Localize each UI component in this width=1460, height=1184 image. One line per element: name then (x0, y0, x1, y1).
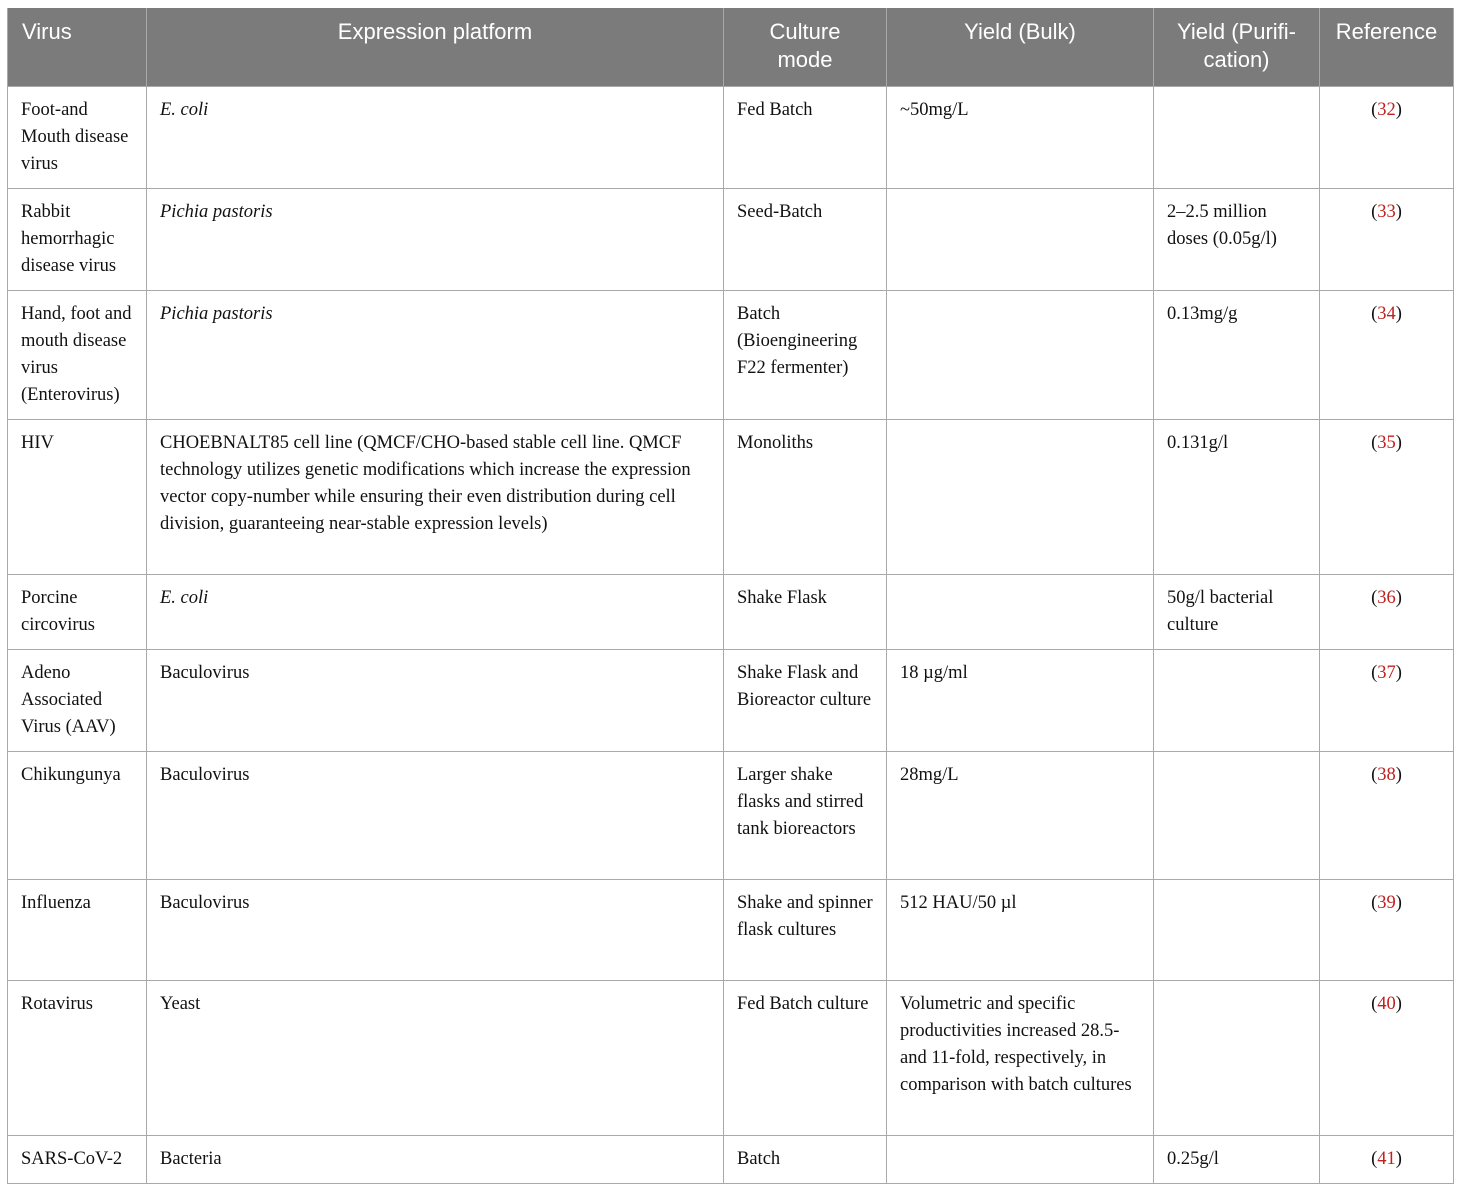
cell-culture-mode: Shake and spinner flask cultures (724, 880, 887, 981)
reference-close-paren: ) (1395, 588, 1402, 608)
cell-culture-mode: Shake Flask (724, 575, 887, 650)
cell-culture-mode: Monoliths (724, 420, 887, 575)
table-row (8, 291, 1454, 420)
header-reference: Reference (1320, 8, 1454, 87)
cell-yield-bulk: Volumetric and specific productivities increased 28.5- and 11-fold, respectively, in comparison with batch cultures (887, 981, 1154, 1136)
reference-link[interactable]: 38 (1377, 765, 1396, 785)
cell-yield-purification (1154, 752, 1320, 880)
cell-yield-bulk: 28mg/L (887, 752, 1154, 880)
cell-expression-platform: CHOEBNALT85 cell line (QMCF/CHO-based stable cell line. QMCF technology utilizes genetic modifications which increase the expression vector copy-number while ensuring their even distribution during cell division, guaranteeing near-stable expression levels) (147, 420, 724, 575)
reference-close-paren: ) (1395, 202, 1402, 222)
cell-reference (1320, 650, 1454, 752)
cell-yield-bulk (887, 575, 1154, 650)
cell-reference (1320, 880, 1454, 981)
cell-expression-platform: Bacteria (147, 1136, 724, 1184)
cell-virus: Foot-and Mouth disease virus (8, 87, 147, 189)
cell-yield-bulk (887, 291, 1154, 420)
cell-culture-mode: Fed Batch culture (724, 981, 887, 1136)
reference-close-paren: ) (1395, 1149, 1402, 1169)
reference-link[interactable]: 41 (1377, 1149, 1396, 1169)
reference-link[interactable]: 35 (1377, 433, 1396, 453)
reference-close-paren: ) (1395, 765, 1402, 785)
cell-yield-purification (1154, 880, 1320, 981)
reference-open-paren: ( (1371, 100, 1378, 120)
cell-reference (1320, 87, 1454, 189)
table-row (8, 189, 1454, 291)
table-body (8, 87, 1454, 1184)
cell-yield-purification: 2–2.5 million doses (0.05g/l) (1154, 189, 1320, 291)
cell-yield-purification: 50g/l bacterial culture (1154, 575, 1320, 650)
cell-expression-platform: Pichia pastoris (147, 189, 724, 291)
reference-link[interactable]: 37 (1377, 663, 1396, 683)
cell-virus: Porcine circovirus (8, 575, 147, 650)
cell-culture-mode: Shake Flask and Bioreactor culture (724, 650, 887, 752)
header-purif-line-2: cation) (1203, 47, 1270, 72)
table-row (8, 1136, 1454, 1184)
cell-virus: Hand, foot and mouth disease virus (Enterovirus) (8, 291, 147, 420)
cell-yield-bulk (887, 420, 1154, 575)
cell-yield-bulk: 18 µg/ml (887, 650, 1154, 752)
table-row (8, 87, 1454, 189)
cell-reference (1320, 981, 1454, 1136)
header-culture-line-1: Culture (769, 19, 841, 44)
header-expression-platform: Expression platform (147, 8, 724, 87)
table-row (8, 650, 1454, 752)
cell-yield-bulk: 512 HAU/50 µl (887, 880, 1154, 981)
cell-expression-platform: Baculovirus (147, 752, 724, 880)
header-row (8, 8, 1454, 87)
cell-culture-mode: Fed Batch (724, 87, 887, 189)
cell-reference (1320, 189, 1454, 291)
cell-yield-purification: 0.25g/l (1154, 1136, 1320, 1184)
reference-open-paren: ( (1371, 304, 1378, 324)
header-culture-mode (724, 8, 887, 87)
reference-open-paren: ( (1371, 588, 1378, 608)
cell-yield-bulk (887, 189, 1154, 291)
reference-link[interactable]: 33 (1377, 202, 1396, 222)
reference-close-paren: ) (1395, 994, 1402, 1014)
reference-close-paren: ) (1395, 100, 1402, 120)
cell-yield-purification: 0.13mg/g (1154, 291, 1320, 420)
cell-virus: SARS-CoV-2 (8, 1136, 147, 1184)
table-row (8, 981, 1454, 1136)
reference-open-paren: ( (1371, 663, 1378, 683)
header-culture-line-2: mode (777, 47, 833, 72)
header-yield-bulk: Yield (Bulk) (887, 8, 1154, 87)
cell-yield-purification (1154, 87, 1320, 189)
header-yield-purification (1154, 8, 1320, 87)
cell-reference (1320, 752, 1454, 880)
reference-open-paren: ( (1371, 994, 1378, 1014)
cell-reference (1320, 1136, 1454, 1184)
cell-yield-purification (1154, 650, 1320, 752)
reference-close-paren: ) (1395, 893, 1402, 913)
reference-link[interactable]: 39 (1377, 893, 1396, 913)
cell-expression-platform: Baculovirus (147, 880, 724, 981)
cell-virus: Rotavirus (8, 981, 147, 1136)
reference-link[interactable]: 36 (1377, 588, 1396, 608)
reference-link[interactable]: 32 (1377, 100, 1396, 120)
cell-expression-platform: E. coli (147, 87, 724, 189)
cell-virus: HIV (8, 420, 147, 575)
cell-culture-mode: Batch (Bioengineering F22 fermenter) (724, 291, 887, 420)
cell-virus: Influenza (8, 880, 147, 981)
reference-open-paren: ( (1371, 1149, 1378, 1169)
reference-open-paren: ( (1371, 893, 1378, 913)
cell-yield-bulk (887, 1136, 1154, 1184)
cell-yield-purification (1154, 981, 1320, 1136)
cell-reference (1320, 420, 1454, 575)
cell-virus: Rabbit hemorrhagic disease virus (8, 189, 147, 291)
reference-open-paren: ( (1371, 202, 1378, 222)
reference-close-paren: ) (1395, 663, 1402, 683)
cell-virus: Chikungunya (8, 752, 147, 880)
cell-culture-mode: Batch (724, 1136, 887, 1184)
reference-link[interactable]: 40 (1377, 994, 1396, 1014)
table-row (8, 420, 1454, 575)
reference-close-paren: ) (1395, 304, 1402, 324)
cell-reference (1320, 291, 1454, 420)
cell-virus: Adeno Associated Virus (AAV) (8, 650, 147, 752)
cell-expression-platform: Yeast (147, 981, 724, 1136)
cell-yield-bulk: ~50mg/L (887, 87, 1154, 189)
reference-open-paren: ( (1371, 765, 1378, 785)
table-row (8, 752, 1454, 880)
reference-open-paren: ( (1371, 433, 1378, 453)
reference-link[interactable]: 34 (1377, 304, 1396, 324)
cell-expression-platform: E. coli (147, 575, 724, 650)
cell-expression-platform: Baculovirus (147, 650, 724, 752)
cell-reference (1320, 575, 1454, 650)
header-purif-line-1: Yield (Purifi- (1177, 19, 1296, 44)
cell-expression-platform: Pichia pastoris (147, 291, 724, 420)
cell-culture-mode: Larger shake flasks and stirred tank bioreactors (724, 752, 887, 880)
header-virus: Virus (8, 8, 147, 87)
table-row (8, 575, 1454, 650)
table-row (8, 880, 1454, 981)
virus-expression-table (7, 8, 1454, 1184)
reference-close-paren: ) (1395, 433, 1402, 453)
cell-culture-mode: Seed-Batch (724, 189, 887, 291)
cell-yield-purification: 0.131g/l (1154, 420, 1320, 575)
